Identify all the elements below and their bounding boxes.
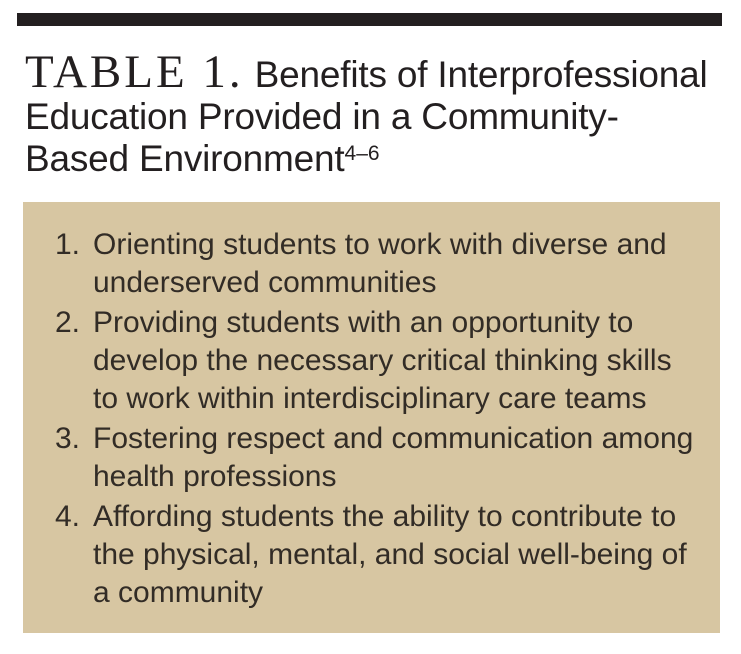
list-item-number: 1. bbox=[55, 228, 81, 261]
top-rule bbox=[17, 13, 722, 26]
citation-superscript: 4–6 bbox=[344, 142, 380, 165]
table-number-label: TABLE 1. bbox=[25, 46, 244, 98]
list-item-line: a community bbox=[93, 576, 264, 609]
list-item bbox=[55, 226, 714, 302]
benefits-panel bbox=[23, 202, 720, 633]
list-item-line: underserved communities bbox=[93, 266, 437, 299]
list-item-number: 2. bbox=[55, 306, 81, 339]
list-item-line: health professions bbox=[93, 460, 337, 493]
list-item bbox=[55, 304, 714, 418]
table-caption-line-2 bbox=[25, 96, 735, 138]
table-caption-line-3 bbox=[25, 138, 735, 186]
list-item-text bbox=[93, 304, 714, 418]
table-title-part-2: Education Provided in a Community- bbox=[25, 96, 619, 137]
table-caption bbox=[25, 46, 735, 186]
list-item-number: 3. bbox=[55, 422, 81, 455]
table-title-part-3: Based Environment bbox=[25, 138, 345, 179]
list-item-text bbox=[93, 420, 714, 496]
list-item bbox=[55, 420, 714, 496]
list-item-line: Fostering respect and communication among bbox=[93, 422, 694, 455]
list-item-text bbox=[93, 226, 714, 302]
table-caption-line-1 bbox=[25, 46, 735, 98]
list-item-line: the physical, mental, and social well-being of bbox=[93, 538, 687, 571]
list-item-line: Affording students the ability to contribute to bbox=[93, 500, 677, 533]
list-item-line: develop the necessary critical thinking skills bbox=[93, 344, 672, 377]
list-item-line: Orienting students to work with diverse and bbox=[93, 228, 667, 261]
list-item-line: to work within interdisciplinary care teams bbox=[93, 382, 647, 415]
list-item-line: Providing students with an opportunity to bbox=[93, 306, 634, 339]
list-item-text bbox=[93, 498, 714, 612]
table-title-part-1: Benefits of Interprofessional bbox=[254, 54, 708, 95]
list-item bbox=[55, 498, 714, 612]
list-item-number: 4. bbox=[55, 500, 81, 533]
